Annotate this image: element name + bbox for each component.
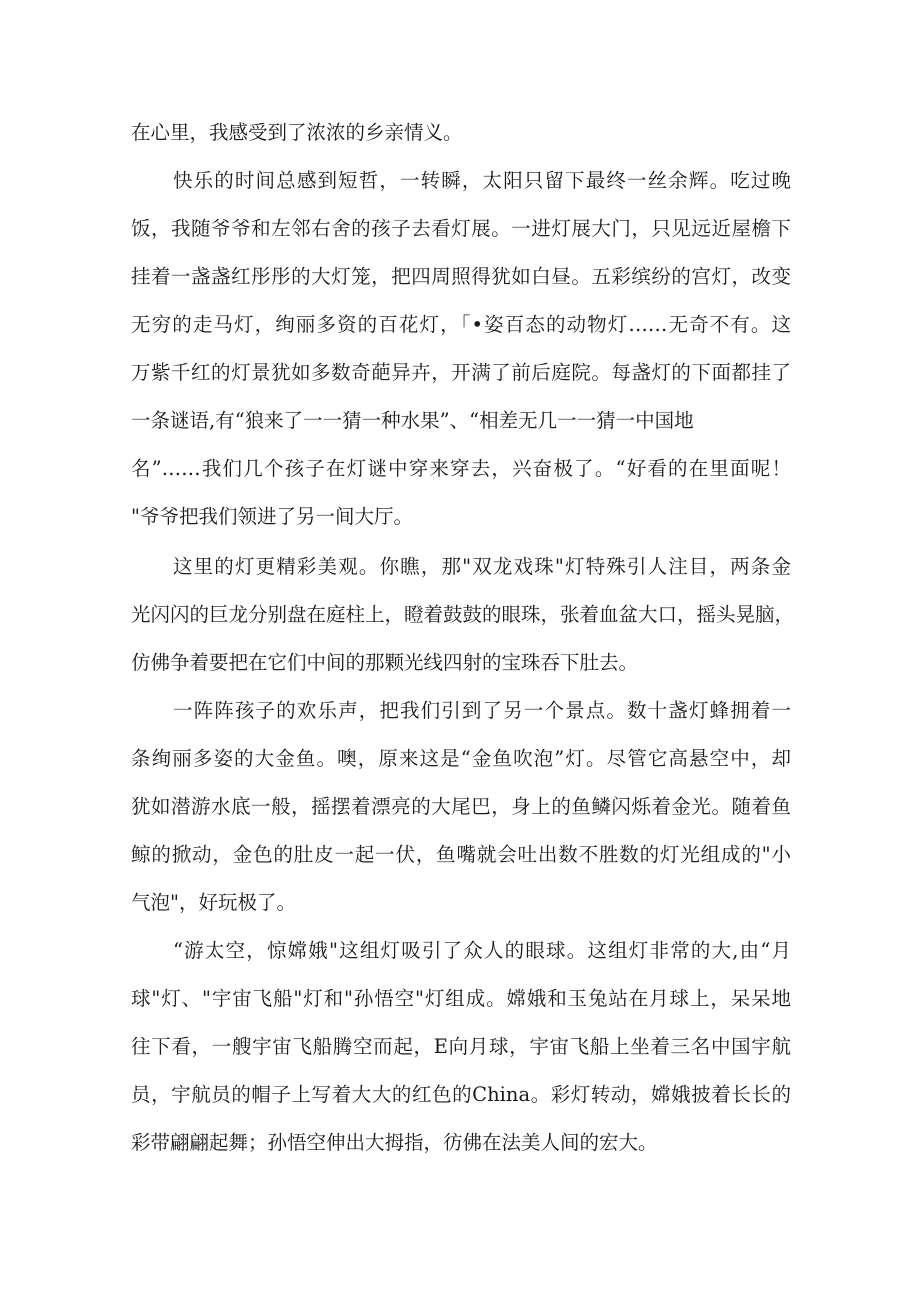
text-line: 名”……我们几个孩子在灯谜中穿来穿去，兴奋极了。“好看的在里面呢！ <box>131 457 791 480</box>
paragraph-first-line: 快乐的时间总感到短哲，一转瞬，太阳只留下最终一丝余辉。吃过晚 <box>173 169 791 192</box>
text-line: 万紫千红的灯景犹如多数奇葩异卉，开满了前后庭院。每盏灯的下面都挂了 <box>131 361 791 384</box>
text-line: 条绚丽多姿的大金鱼。噢，原来这是“金鱼吹泡”灯。尽管它高悬空中，却 <box>131 747 791 770</box>
text-line: 气泡"，好玩极了。 <box>131 891 296 914</box>
paragraph-first-line: 这里的灯更精彩美观。你瞧，那"双龙戏珠"灯特殊引人注目，两条金 <box>173 555 791 578</box>
text-line: 往下看，一艘宇宙飞船腾空而起，E向月球，宇宙飞船上坐着三名中国宇航 <box>131 1035 791 1058</box>
paragraph-first-line: “游太空，惊嫦娥"这组灯吸引了众人的眼球。这组灯非常的大,由“月 <box>173 939 791 962</box>
text-line: 光闪闪的巨龙分别盘在庭柱上，瞪着鼓鼓的眼珠，张着血盆大口，摇头晃脑， <box>131 603 795 626</box>
text-line: 仿佛争着要把在它们中间的那颗光线四射的宝珠吞下肚去。 <box>131 651 639 674</box>
text-line: "爷爷把我们领进了另一间大厅。 <box>131 505 413 528</box>
text-line: 彩带翩翩起舞；孙悟空伸出大拇指，彷佛在法美人间的宏大。 <box>131 1131 658 1154</box>
text-line: 挂着一盏盏红彤彤的大灯笼，把四周照得犹如白昼。五彩缤纷的宫灯，改变 <box>131 265 791 288</box>
text-line: 一条谜语,有“狼来了一一猜一种水果”、“相差无几一一猜一中国地 <box>131 409 694 432</box>
text-line: 犹如潜游水底一般，摇摆着漂亮的大尾巴，身上的鱼鳞闪烁着金光。随着鱼 <box>131 795 791 818</box>
text-line: 在心里，我感受到了浓浓的乡亲情义。 <box>131 121 463 144</box>
paragraph-first-line: 一阵阵孩子的欢乐声，把我们引到了另一个景点。数十盏灯蜂拥着一 <box>173 699 791 722</box>
text-line: 无穷的走马灯，绚丽多资的百花灯，「•姿百态的动物灯……无奇不有。这 <box>131 313 791 336</box>
text-line: 球"灯、"宇宙飞船"灯和"孙悟空"灯组成。嫦娥和玉兔站在月球上，呆呆地 <box>131 987 791 1010</box>
text-line: 员，宇航员的帽子上写着大大的红色的China。彩灯转动，嫦娥披着长长的 <box>131 1083 791 1106</box>
text-line: 饭，我随爷爷和左邻右舍的孩子去看灯展。一进灯展大门，只见远近屋檐下 <box>131 217 791 240</box>
text-line: 鲸的掀动，金色的肚皮一起一伏，鱼嘴就会吐出数不胜数的灯光组成的"小 <box>131 843 791 866</box>
